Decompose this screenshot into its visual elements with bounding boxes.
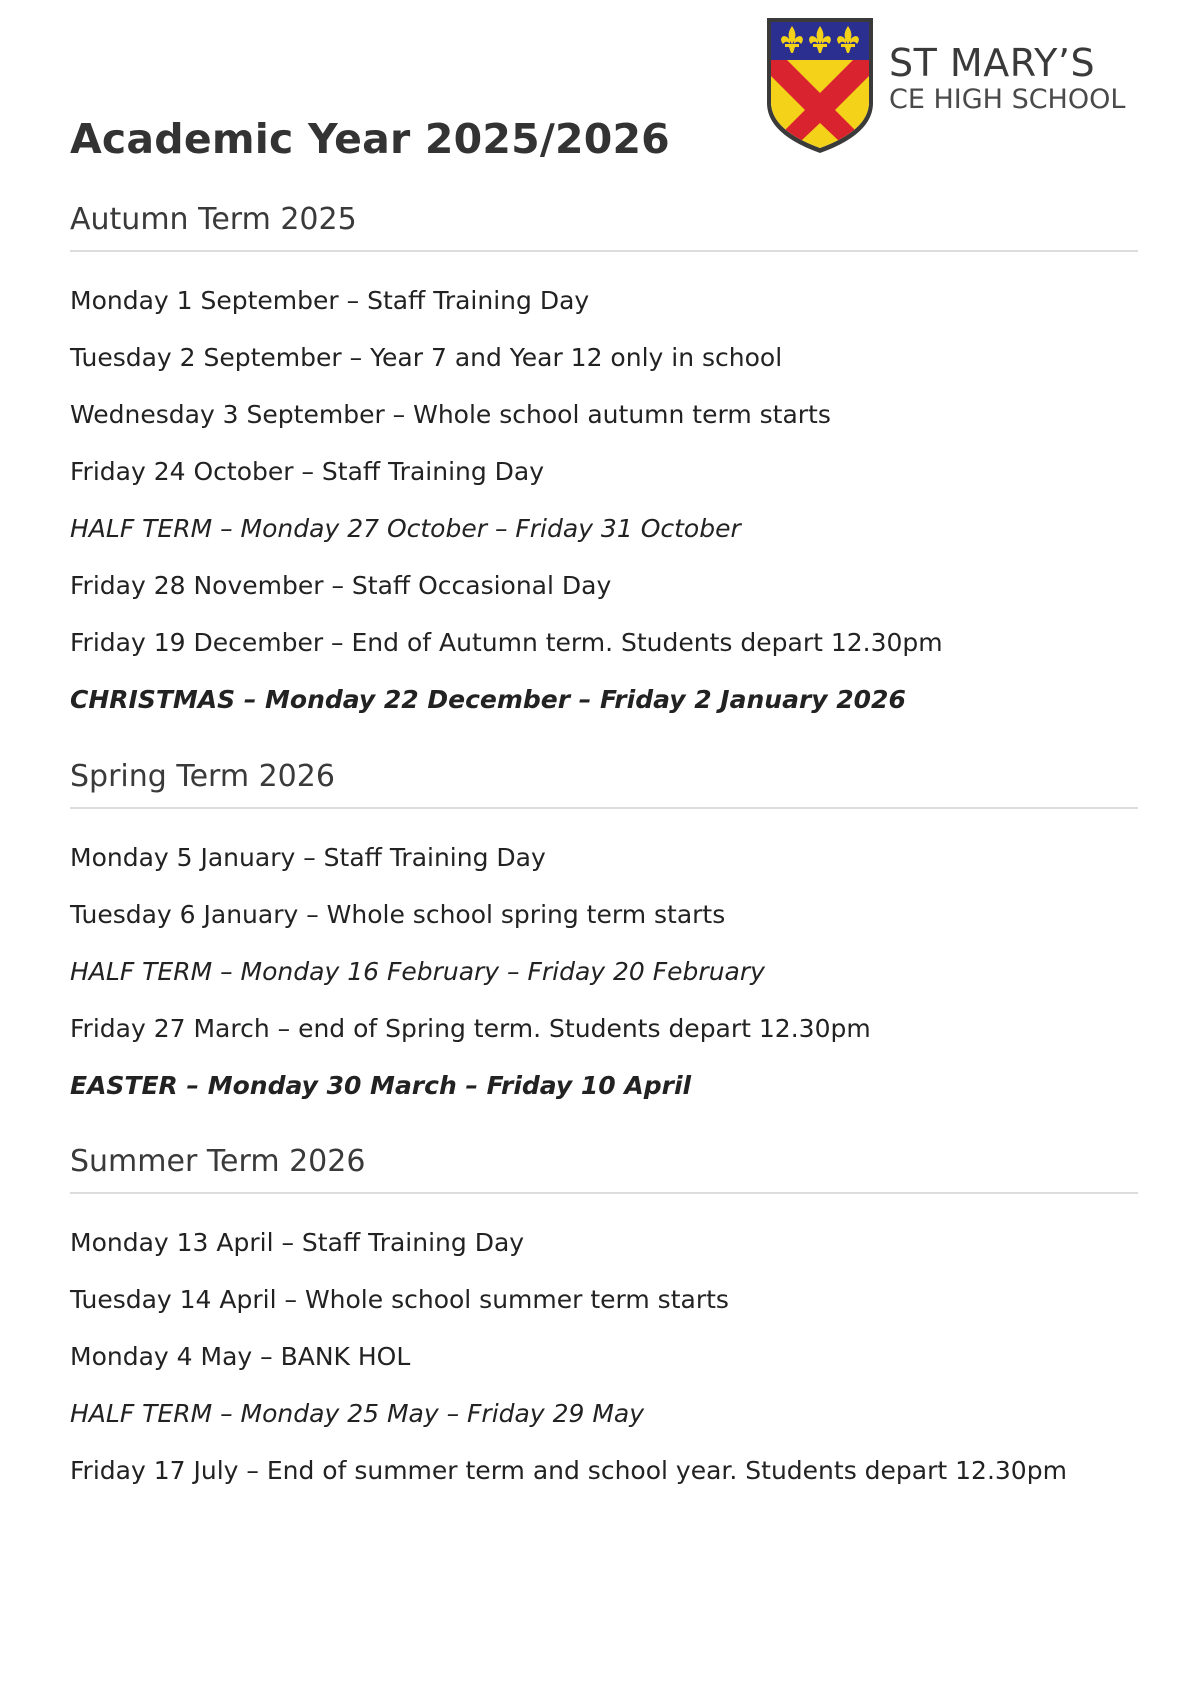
summer-term-section [70,1140,1138,1499]
list-item: Friday 19 December – End of Autumn term. Students depart 12.30pm [70,628,943,657]
school-name-line2: CE HIGH SCHOOL [889,84,1126,115]
half-term-item: HALF TERM – Monday 16 February – Friday 20 February [70,957,765,986]
list-item: Friday 24 October – Staff Training Day [70,457,545,486]
half-term-item: HALF TERM – Monday 27 October – Friday 31 October [70,514,741,543]
term-divider [70,1192,1138,1194]
list-item: Friday 28 November – Staff Occasional Day [70,571,612,600]
list-item: Monday 5 January – Staff Training Day [70,843,546,872]
term-heading: Autumn Term 2025 [70,202,357,237]
school-name [889,41,1126,115]
term-divider [70,250,1138,252]
list-item: Friday 17 July – End of summer term and school year. Students depart 12.30pm [70,1456,1067,1485]
term-heading: Spring Term 2026 [70,759,335,794]
school-logo [765,18,1125,153]
list-item: Tuesday 6 January – Whole school spring term starts [70,900,726,929]
list-item: Friday 27 March – end of Spring term. Students depart 12.30pm [70,1014,871,1043]
spring-term-section [70,755,1138,1114]
school-name-line1: ST MARY’S [889,41,1096,85]
holiday-item: CHRISTMAS – Monday 22 December – Friday 2 January 2026 [70,685,906,714]
list-item: Wednesday 3 September – Whole school autumn term starts [70,400,831,429]
autumn-term-section [70,198,1138,728]
term-divider [70,807,1138,809]
list-item: Monday 4 May – BANK HOL [70,1342,411,1371]
term-heading: Summer Term 2026 [70,1144,366,1179]
half-term-item: HALF TERM – Monday 25 May – Friday 29 May [70,1399,645,1428]
holiday-item: EASTER – Monday 30 March – Friday 10 April [70,1071,692,1100]
list-item: Monday 1 September – Staff Training Day [70,286,590,315]
school-crest-icon [765,18,875,153]
list-item: Monday 13 April – Staff Training Day [70,1228,525,1257]
list-item: Tuesday 14 April – Whole school summer term starts [70,1285,729,1314]
list-item: Tuesday 2 September – Year 7 and Year 12 only in school [70,343,783,372]
page-title: Academic Year 2025/2026 [70,115,670,163]
